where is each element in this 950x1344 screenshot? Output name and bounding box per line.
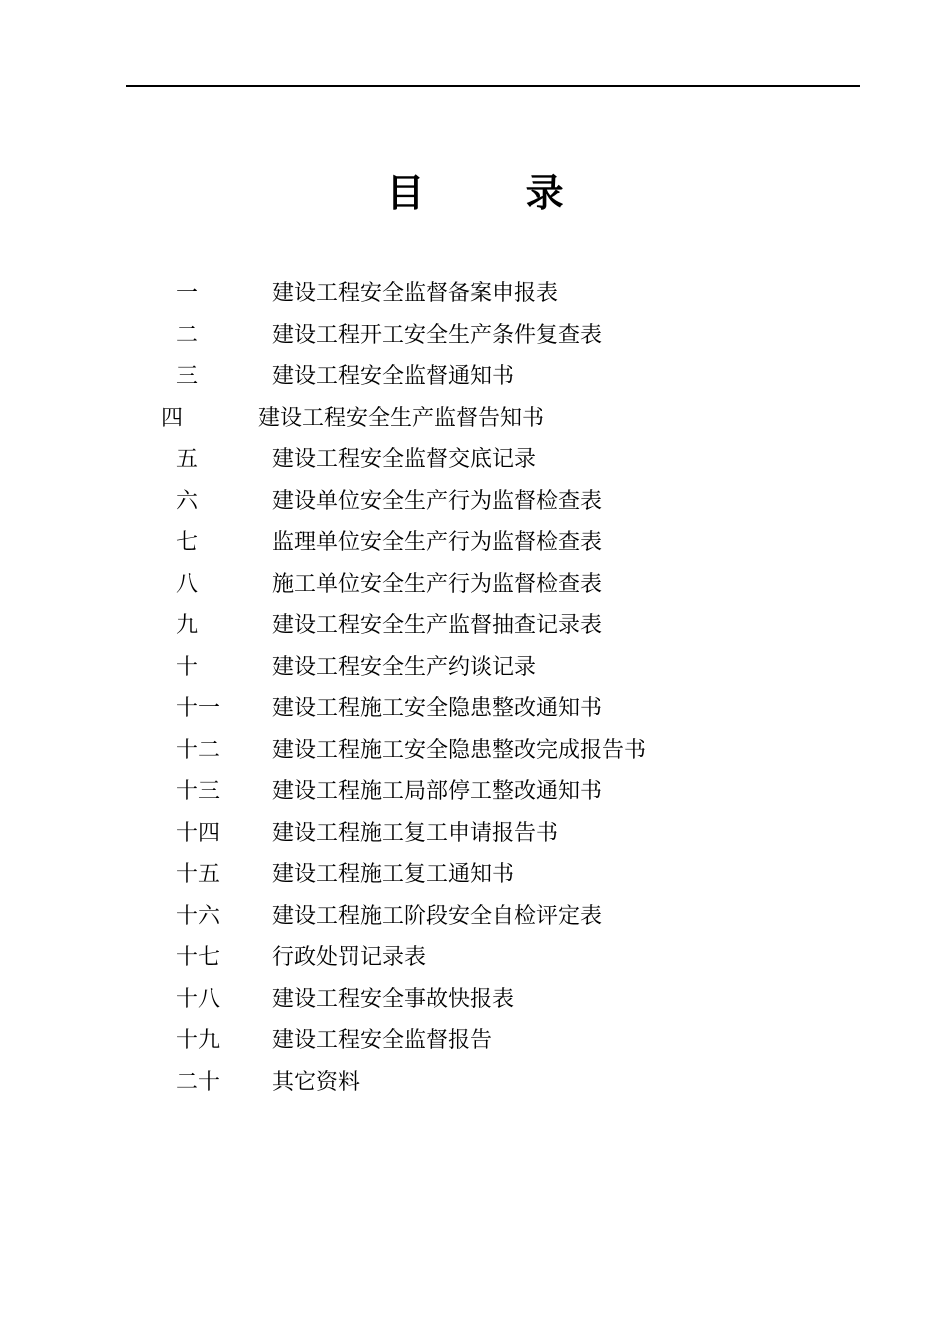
toc-item[interactable] (0, 273, 950, 315)
toc-item-title: 行政处罚记录表 (272, 945, 427, 970)
toc-item-number: 十四 (176, 820, 221, 846)
toc-item[interactable] (0, 979, 950, 1021)
toc-item[interactable] (0, 522, 950, 564)
toc-item-number: 十八 (176, 986, 221, 1012)
toc-item[interactable] (0, 481, 950, 523)
table-of-contents (0, 273, 950, 1103)
toc-item-number: 十九 (176, 1028, 221, 1053)
toc-item-title: 建设工程安全监督通知书 (272, 364, 515, 389)
toc-item-title: 建设工程施工复工申请报告书 (272, 820, 559, 846)
toc-item-number: 十一 (176, 696, 221, 721)
toc-item[interactable] (0, 356, 950, 398)
toc-item-number: 三 (176, 364, 199, 389)
toc-item[interactable] (0, 896, 950, 938)
toc-item[interactable] (0, 1062, 950, 1104)
toc-item-number: 十六 (176, 903, 221, 929)
toc-item-number: 八 (176, 571, 199, 597)
toc-item[interactable] (0, 315, 950, 357)
toc-item-title: 建设工程安全生产监督告知书 (258, 405, 545, 431)
toc-item-title: 建设工程施工局部停工整改通知书 (272, 779, 603, 804)
toc-item[interactable] (0, 564, 950, 606)
toc-item-title: 建设单位安全生产行为监督检查表 (272, 488, 603, 514)
toc-item-number: 四 (161, 405, 184, 431)
page-title: 目 录 (386, 170, 608, 215)
toc-item-number: 九 (176, 613, 199, 638)
toc-item-title: 建设工程安全监督备案申报表 (272, 281, 559, 306)
toc-item-number: 十二 (176, 737, 221, 763)
toc-item-number: 六 (176, 488, 199, 514)
toc-item[interactable] (0, 813, 950, 855)
toc-item-number: 一 (176, 281, 199, 306)
toc-item-number: 二 (176, 322, 199, 348)
toc-item-number: 七 (176, 530, 199, 555)
toc-item-title: 建设工程施工安全隐患整改完成报告书 (272, 737, 647, 763)
toc-item-title: 建设工程安全生产监督抽查记录表 (272, 613, 603, 638)
toc-item[interactable] (0, 647, 950, 689)
toc-item[interactable] (0, 439, 950, 481)
toc-item-title: 建设工程施工复工通知书 (272, 862, 515, 887)
toc-item-title: 建设工程安全生产约谈记录 (272, 654, 537, 680)
toc-item-title: 施工单位安全生产行为监督检查表 (272, 571, 603, 597)
toc-item-title: 其它资料 (272, 1069, 361, 1095)
toc-item[interactable] (0, 854, 950, 896)
toc-item-number: 二十 (176, 1069, 221, 1095)
toc-item-number: 十五 (176, 862, 221, 887)
toc-item-title: 建设工程施工阶段安全自检评定表 (272, 903, 603, 929)
header-rule (126, 85, 860, 87)
toc-item-title: 建设工程开工安全生产条件复查表 (272, 322, 603, 348)
toc-item-title: 建设工程安全监督报告 (272, 1028, 493, 1053)
toc-item-title: 建设工程安全监督交底记录 (272, 447, 537, 472)
toc-item-title: 建设工程安全事故快报表 (272, 986, 515, 1012)
toc-item-number: 十 (176, 654, 199, 680)
toc-item-title: 建设工程施工安全隐患整改通知书 (272, 696, 603, 721)
toc-item[interactable] (0, 771, 950, 813)
toc-item[interactable] (0, 730, 950, 772)
toc-item-number: 十三 (176, 779, 221, 804)
toc-item[interactable] (0, 605, 950, 647)
toc-item-title: 监理单位安全生产行为监督检查表 (272, 530, 603, 555)
toc-item[interactable] (0, 937, 950, 979)
toc-item[interactable] (0, 1020, 950, 1062)
toc-item-number: 十七 (176, 945, 221, 970)
toc-item-number: 五 (176, 447, 199, 472)
toc-item[interactable] (0, 398, 950, 440)
toc-item[interactable] (0, 688, 950, 730)
